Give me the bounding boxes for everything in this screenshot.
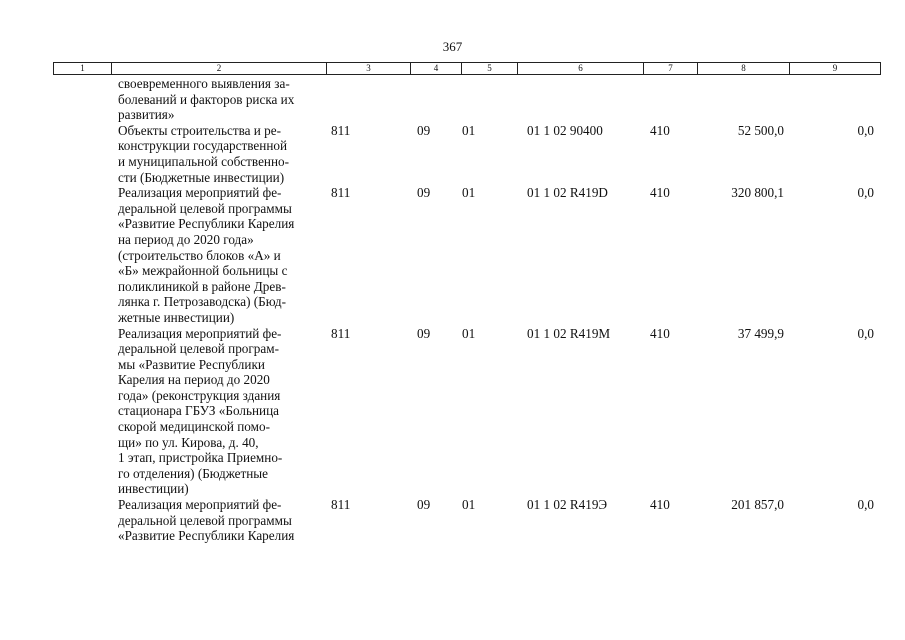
description-line: мы «Развитие Республики xyxy=(118,356,265,372)
amount-value: 320 800,1 xyxy=(731,185,784,201)
target-article-code: 01 1 02 R419Э xyxy=(527,497,608,513)
column-header-4: 4 xyxy=(411,63,462,74)
column-header-8: 8 xyxy=(698,63,790,74)
description-line: скорой медицинской помо- xyxy=(118,419,270,435)
ministry-code: 811 xyxy=(331,122,351,138)
column-header-3: 3 xyxy=(327,63,411,74)
description-line: Реализация мероприятий фе- xyxy=(118,497,282,513)
description-line: конструкции государственной xyxy=(118,138,288,154)
table-row xyxy=(0,326,905,498)
section-code: 09 xyxy=(417,122,431,138)
column-header-9: 9 xyxy=(832,63,838,73)
amount-secondary-value: 0,0 xyxy=(857,185,874,201)
amount-value: 201 857,0 xyxy=(731,497,784,513)
column-header-5: 5 xyxy=(462,63,518,74)
amount-value: 37 499,9 xyxy=(737,325,784,341)
expense-type-code: 410 xyxy=(650,185,670,201)
amount-value: 52 500,0 xyxy=(737,122,784,138)
description-line: Реализация мероприятий фе- xyxy=(118,185,282,201)
target-article-code: 01 1 02 R419D xyxy=(527,185,608,201)
description-line: Карелия на период до 2020 xyxy=(118,372,270,388)
section-code: 09 xyxy=(417,185,431,201)
description-line: (строительство блоков «А» и xyxy=(118,247,281,263)
row-description xyxy=(118,185,328,325)
amount-secondary-value: 0,0 xyxy=(857,325,874,341)
description-line: «Развитие Республики Карелия xyxy=(118,216,295,232)
description-line: Реализация мероприятий фе- xyxy=(118,325,282,341)
description-line: поликлиникой в районе Древ- xyxy=(118,278,286,294)
ministry-code: 811 xyxy=(331,325,351,341)
description-line: жетные инвестиции) xyxy=(118,309,235,325)
column-header-6: 6 xyxy=(518,63,644,74)
description-line: «Развитие Республики Карелия xyxy=(118,528,295,544)
description-line: сти (Бюджетные инвестиции) xyxy=(118,169,285,185)
table-row xyxy=(0,497,905,544)
description-line: 1 этап, пристройка Приемно- xyxy=(118,450,283,466)
expense-type-code: 410 xyxy=(650,122,670,138)
description-line: на период до 2020 года» xyxy=(118,231,254,247)
amount-secondary-value: 0,0 xyxy=(857,497,874,513)
table-column-header-row xyxy=(53,62,881,75)
target-article-code: 01 1 02 90400 xyxy=(527,122,603,138)
row-description xyxy=(118,123,328,185)
description-line: стационара ГБУЗ «Больница xyxy=(118,403,279,419)
description-line: деральной целевой программы xyxy=(118,512,292,528)
description-line: деральной целевой программы xyxy=(118,200,292,216)
section-code: 09 xyxy=(417,325,431,341)
ministry-code: 811 xyxy=(331,185,351,201)
row-description xyxy=(118,76,328,123)
table-row xyxy=(0,123,905,185)
table-row xyxy=(0,76,905,123)
subsection-code: 01 xyxy=(462,185,476,201)
target-article-code: 01 1 02 R419M xyxy=(527,325,611,341)
page-number: 367 xyxy=(442,39,463,54)
budget-table-body xyxy=(0,76,905,544)
subsection-code: 01 xyxy=(462,497,476,513)
description-line: и муниципальной собственно- xyxy=(118,153,290,169)
section-code: 09 xyxy=(417,497,431,513)
column-header-1: 1 xyxy=(54,63,112,74)
row-description xyxy=(118,497,328,544)
expense-type-code: 410 xyxy=(650,497,670,513)
table-row xyxy=(0,185,905,325)
description-line: щи» по ул. Кирова, д. 40, xyxy=(118,434,259,450)
description-line: «Б» межрайонной больницы с xyxy=(118,263,288,279)
description-line: деральной целевой програм- xyxy=(118,341,279,357)
description-line: развития» xyxy=(118,107,175,123)
column-header-7: 7 xyxy=(644,63,698,74)
expense-type-code: 410 xyxy=(650,325,670,341)
subsection-code: 01 xyxy=(462,122,476,138)
row-description xyxy=(118,326,328,498)
column-header-2: 2 xyxy=(112,63,327,74)
description-line: года» (реконструкция здания xyxy=(118,387,281,403)
subsection-code: 01 xyxy=(462,325,476,341)
description-line: своевременного выявления за- xyxy=(118,76,290,91)
description-line: го отделения) (Бюджетные xyxy=(118,465,269,481)
amount-secondary-value: 0,0 xyxy=(857,122,874,138)
ministry-code: 811 xyxy=(331,497,351,513)
description-line: лянка г. Петрозаводска) (Бюд- xyxy=(118,294,287,310)
description-line: болеваний и факторов риска их xyxy=(118,91,295,107)
description-line: Объекты строительства и ре- xyxy=(118,122,281,138)
description-line: инвестиции) xyxy=(118,481,189,497)
